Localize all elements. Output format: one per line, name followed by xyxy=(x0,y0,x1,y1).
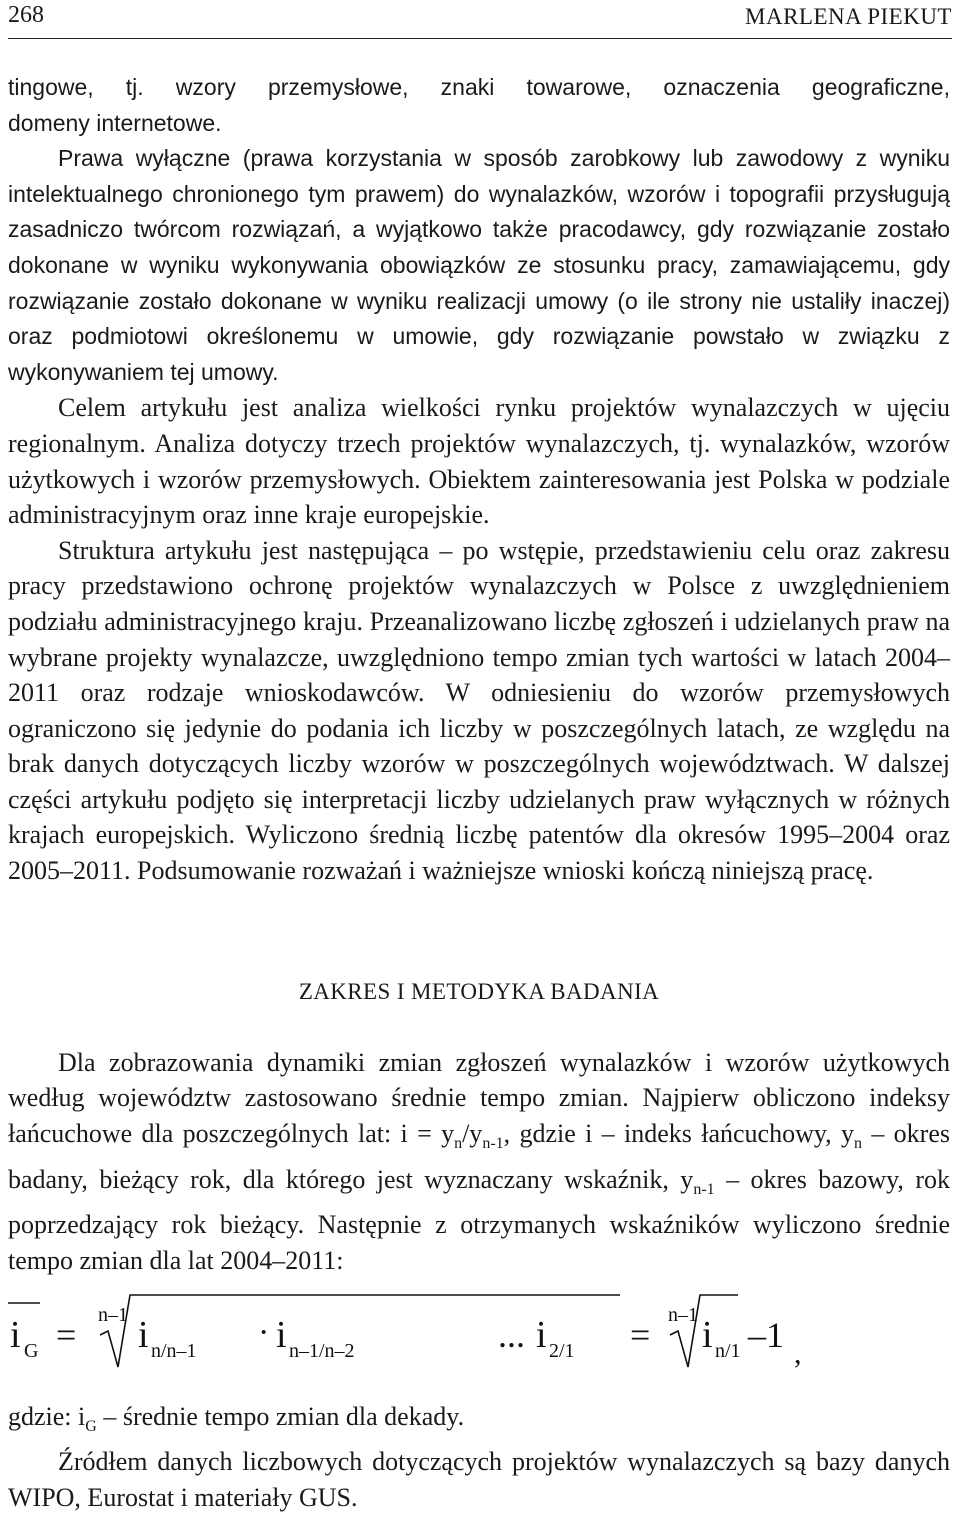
p5-text-2: /y xyxy=(462,1118,483,1148)
formula-comma: , xyxy=(794,1336,802,1370)
formula-eq: = xyxy=(56,1314,77,1355)
formula-root-index-2: n–1 xyxy=(668,1303,698,1326)
formula-lhs-sub: G xyxy=(24,1339,39,1362)
legend-sub: G xyxy=(85,1417,97,1435)
page-header xyxy=(8,0,952,39)
paragraph-1-line-2: domeny internetowe. xyxy=(8,109,222,136)
formula-term-2: i xyxy=(276,1313,287,1356)
paragraph-5 xyxy=(8,1045,950,1279)
formula-term-2-sub: n–1/n–2 xyxy=(289,1339,355,1362)
paragraph-6: Źródłem danych liczbowych dotyczących projektów wynalazczych są bazy danych WIPO, Eurostat i materiały GUS. xyxy=(8,1447,950,1512)
paragraph-3: Celem artykułu jest analiza wielkości rynku projektów wynalazczych w ujęciu regionalnym. Analiza dotyczy trzech projektów wynalazczych, tj. wynalazków, wzorów użytkowych i wzorów przemysłowych. Obiektem zainteresowania jest Polska w podziale administracyjnym oraz inne kraje europejskie. xyxy=(8,393,950,530)
legend-text-2: – średnie tempo zmian dla dekady. xyxy=(96,1401,465,1431)
p5-sub-4: n-1 xyxy=(693,1180,715,1198)
page-number: 268 xyxy=(8,2,44,28)
formula-lhs: i xyxy=(10,1313,21,1356)
formula xyxy=(8,1285,950,1395)
paragraph-1-line-1: tingowe, tj. wzory przemysłowe, znaki towarowe, oznaczenia geograficzne, xyxy=(8,74,950,100)
paragraph-4: Struktura artykułu jest następująca – po wstępie, przedstawieniu celu oraz zakresu pracy przedstawiono ochronę projektów wynalazczych w Polsce z uwzględnieniem podziału administracyjnego kraju. Przeanalizowano liczbę zgłoszeń i udzielanych praw na wybrane projekty wynalazcze, uwzględniono tempo zmian tych wartości w latach 2004–2011 oraz rodzaje wnioskodawców. W odniesieniu do wzorów przemysłowych ograniczono się jedynie do podania ich liczby w poszczególnych latach, ze względu na brak danych dotyczących liczby wzorów w poszczególnych województwach. W dalszej części artykułu podjęto się interpretacji liczby udzielanych praw wyłącznych w różnych krajach europejskich. Wyliczono średnią liczbę patentów dla okresów 1995–2004 oraz 2005–2011. Podsumowanie rozważań i ważniejsze wnioski kończą niniejszą pracę. xyxy=(8,535,950,886)
running-title: MARLENA PIEKUT xyxy=(745,4,952,29)
page-body xyxy=(8,70,950,1516)
formula-term-3: i xyxy=(536,1313,547,1356)
formula-eq-2: = xyxy=(630,1314,651,1355)
formula-minus-one: –1 xyxy=(748,1314,784,1355)
formula-dots: ... xyxy=(498,1314,525,1355)
p5-sub-3: n xyxy=(854,1135,862,1153)
p5-text-3: , gdzie i – indeks łańcuchowy, y xyxy=(503,1118,854,1148)
p5-text-5: – okres bazowy, rok poprzedzający rok bieżący. Następnie z otrzymanych wskaźników wyliczono średnie tempo zmian dla lat 2004–2011: xyxy=(8,1164,950,1275)
formula-legend xyxy=(8,1399,950,1445)
formula-root-index: n–1 xyxy=(98,1303,128,1326)
formula-dot: · xyxy=(258,1313,270,1351)
p5-sub-1: n xyxy=(454,1135,463,1153)
formula-term-1: i xyxy=(138,1313,149,1356)
formula-svg xyxy=(8,1285,948,1395)
formula-term-1-sub: n/n–1 xyxy=(151,1339,197,1362)
p5-sub-2: n-1 xyxy=(482,1135,504,1153)
paragraph-1 xyxy=(8,70,950,141)
section-heading: ZAKRES I METODYKA BADANIA xyxy=(298,978,660,1004)
formula-term-4-sub: n/1 xyxy=(715,1339,741,1362)
p5-text-4: – okres badany, bieżący rok, dla którego jest wyznaczany wskaźnik, y xyxy=(8,1118,950,1194)
formula-term-4: i xyxy=(702,1313,713,1356)
legend-text-1: gdzie: i xyxy=(8,1401,86,1431)
formula-term-3-sub: 2/1 xyxy=(549,1339,575,1362)
p5-text-1: Dla zobrazowania dynamiki zmian zgłoszeń wynalazków i wzorów użytkowych według województw zastosowano średnie tempo zmian. Najpierw obliczono indeksy łańcuchowe dla poszczególnych lat: i = y xyxy=(8,1047,950,1148)
paragraph-2: Prawa wyłączne (prawa korzystania w sposób zarobkowy lub zawodowy z wyniku intelektualnego chronionego tym prawem) do wynalazków, wzorów i topografii przysługują zasadniczo twórcom rozwiązań, a wyjątkowo także pracodawcy, gdy rozwiązanie zostało dokonane w wyniku wykonywania obowiązków ze stosunku pracy, zamawiającemu, gdy rozwiązanie zostało dokonane w wyniku realizacji umowy (o ile strony nie ustaliły inaczej) oraz podmiotowi określonemu w umowie, gdy rozwiązanie powstało w związku z wykonywaniem tej umowy. xyxy=(8,145,950,385)
